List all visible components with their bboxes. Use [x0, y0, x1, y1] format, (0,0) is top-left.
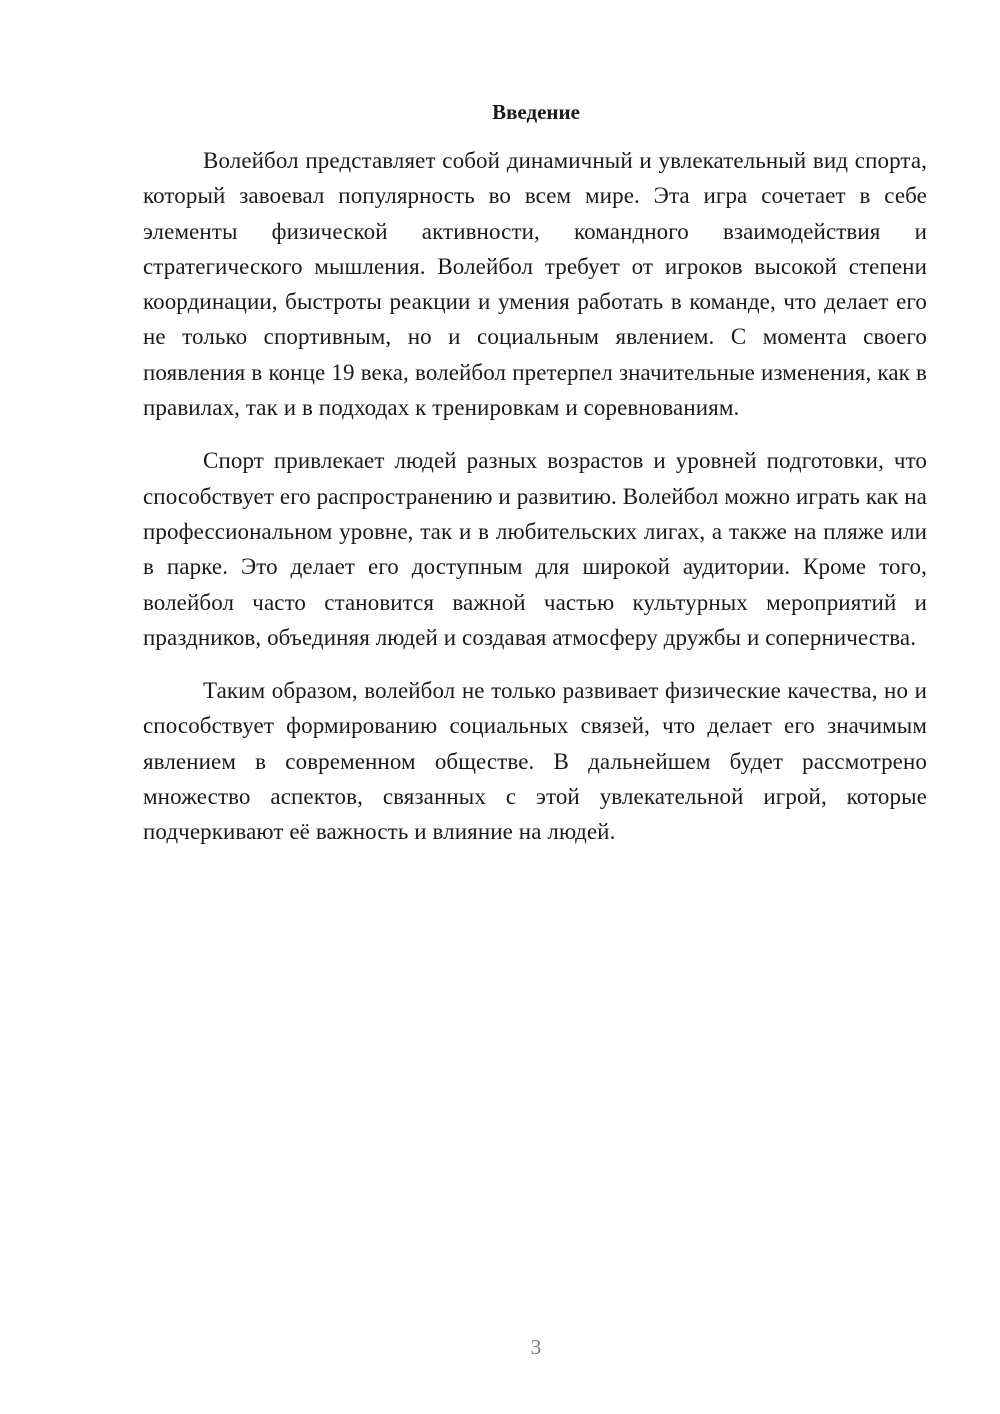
paragraph-2: Спорт привлекает людей разных возрастов и уровней подготовки, что способствует его распространению и развитию. Волейбол можно играть как на профессиональном уровне, так и в любительских лигах, а также на пляже или в парке. Это делает его доступным для широкой аудитории. Кроме того, волейбол часто становится важной частью культурных мероприятий и праздников, объединяя людей и создавая атмосферу дружбы и соперничества.	[143, 448, 927, 650]
section-heading: Введение	[492, 100, 580, 124]
page-number: 3	[530, 1335, 542, 1359]
body-text	[143, 143, 927, 868]
paragraph-3: Таким образом, волейбол не только развивает физические качества, но и способствует формированию социальных связей, что делает его значимым явлением в современном обществе. В дальнейшем будет рассмотрено множество аспектов, связанных с этой увлекательной игрой, которые подчеркивают её важность и влияние на людей.	[143, 678, 927, 845]
paragraph-1: Волейбол представляет собой динамичный и увлекательный вид спорта, который завоевал популярность во всем мире. Эта игра сочетает в себе элементы физической активности, командного взаимодействия и стратегического мышления. Волейбол требует от игроков высокой степени координации, быстроты реакции и умения работать в команде, что делает его не только спортивным, но и социальным явлением. С момента своего появления в конце 19 века, волейбол претерпел значительные изменения, как в правилах, так и в подходах к тренировкам и соревнованиям.	[143, 148, 927, 421]
